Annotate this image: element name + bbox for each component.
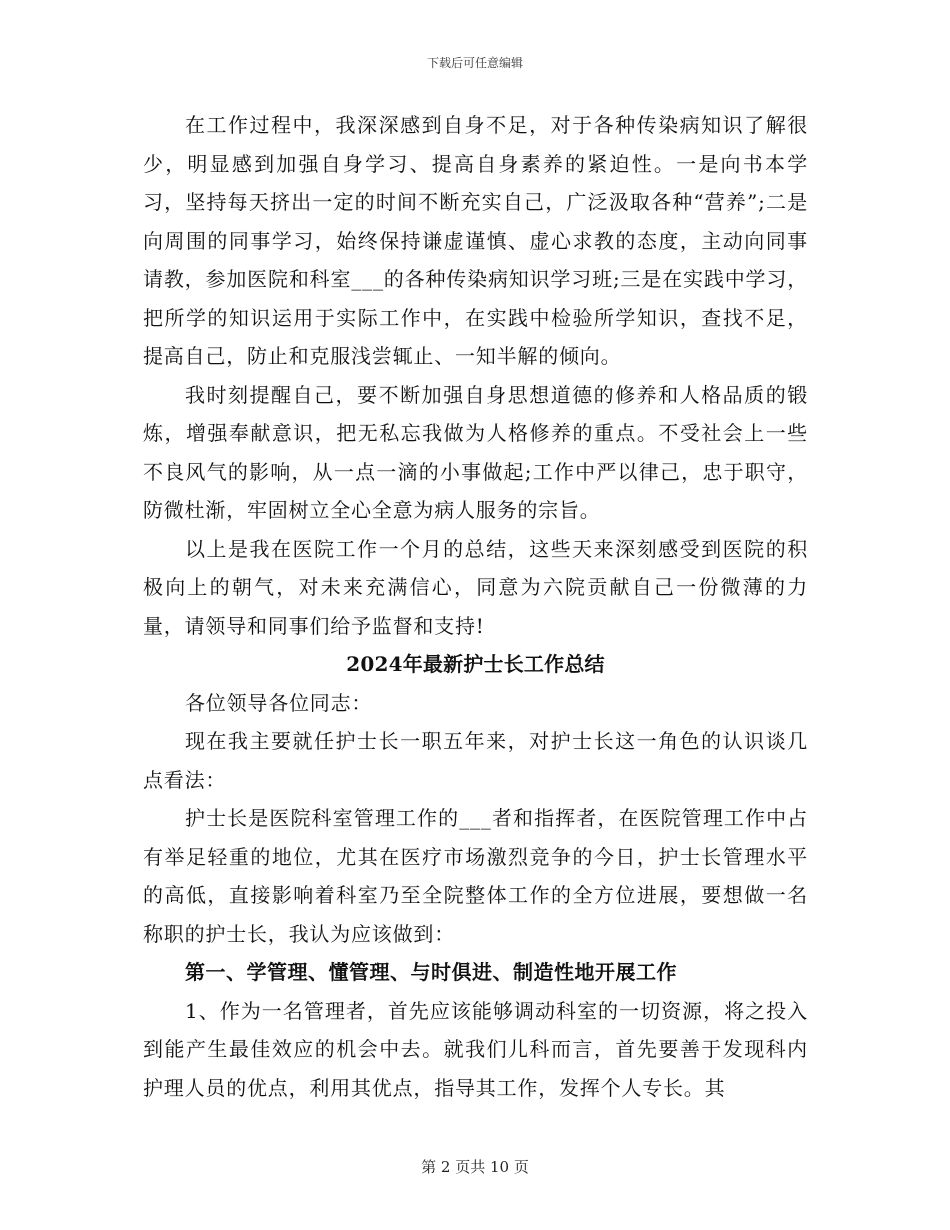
- paragraph-moral-cultivation: 我时刻提醒自己，要不断加强自身思想道德的修养和人格品质的锻炼，增强奉献意识，把无私忘我做为人格修养的重点。不受社会上一些不良风气的影响，从一点一滴的小事做起;工作中严以律己，忠于职守，防微杜渐，牢固树立全心全意为病人服务的宗旨。: [143, 382, 808, 522]
- section-heading-1: 第一、学管理、懂管理、与时俱进、制造性地开展工作: [185, 960, 677, 984]
- paragraph-self-study: 在工作过程中，我深深感到自身不足，对于各种传染病知识了解很少，明显感到加强自身学习、提高自身素养的紧迫性。一是向书本学习，坚持每天挤出一定的时间不断充实自己，广泛汲取各种“营养”;二是向周围的同事学习，始终保持谦虚谨慎、虚心求教的态度，主动向同事请教，参加医院和科室___的各种传染病知识学习班;三是在实践中学习，把所学的知识运用于实际工作中，在实践中检验所学知识，查找不足，提高自己，防止和克服浅尝辄止、一知半解的倾向。: [143, 113, 808, 368]
- paragraph-month-summary: 以上是我在医院工作一个月的总结，这些天来深刻感受到医院的积极向上的朝气，对未来充满信心，同意为六院贡献自己一份微薄的力量，请领导和同事们给予监督和支持!: [143, 536, 808, 638]
- document-title: 2024年最新护士长工作总结: [346, 652, 605, 676]
- paragraph-intro: 现在我主要就任护士长一职五年来，对护士长这一角色的认识谈几点看法：: [143, 729, 808, 792]
- paragraph-point-1: 1、作为一名管理者，首先应该能够调动科室的一切资源，将之投入到能产生最佳效应的机会中去。就我们儿科而言，首先要善于发现科内护理人员的优点，利用其优点，指导其工作，发挥个人专长。其: [143, 998, 808, 1100]
- paragraph-head-nurse-role: 护士长是医院科室管理工作的___者和指挥者，在医院管理工作中占有举足轻重的地位，尤其在医疗市场激烈竞争的今日，护士长管理水平的高低，直接影响着科室乃至全院整体工作的全方位进展，要想做一名称职的护士长，我认为应该做到：: [143, 806, 808, 946]
- document-body: [143, 106, 808, 1107]
- greeting: 各位领导各位同志：: [185, 690, 373, 715]
- page-footer: 第 2 页共 10 页: [421, 1158, 529, 1176]
- page-header: 下载后可任意编辑: [426, 56, 523, 70]
